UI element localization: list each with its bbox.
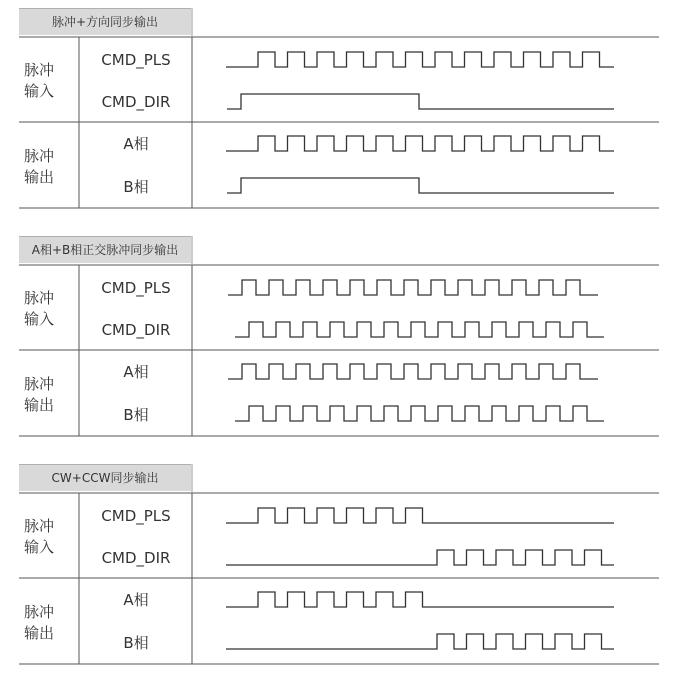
- section-3-b-phase-wave: [226, 634, 614, 649]
- section-2-title: A相+B相正交脉冲同步输出: [31, 243, 179, 257]
- section-2-b-phase-label: B相: [123, 406, 149, 424]
- section-1-cmd-pls-label: CMD_PLS: [101, 51, 171, 69]
- section-1-a-phase-wave: [226, 136, 614, 151]
- section-1-b-phase-label: B相: [123, 178, 149, 196]
- section-1-title: 脉冲+方向同步输出: [51, 15, 159, 29]
- section-1-cmd-dir-label: CMD_DIR: [101, 93, 171, 111]
- section-3-a-phase-wave: [226, 592, 614, 607]
- section-3-cmd-pls-label: CMD_PLS: [101, 507, 171, 525]
- section-3-cmd-pls-wave: [226, 508, 614, 523]
- section-2-a-phase-wave: [228, 364, 598, 379]
- section-3-b-phase-label: B相: [123, 634, 149, 652]
- section-3-a-phase-label: A相: [123, 591, 149, 609]
- section-3-title: CW+CCW同步输出: [51, 471, 159, 485]
- section-1-cmd-pls-wave: [226, 52, 614, 67]
- section-1-b-phase-wave: [227, 178, 614, 193]
- group-label-line: 脉冲 输出: [23, 375, 54, 414]
- section-2-cmd-dir-wave: [235, 322, 604, 337]
- group-label-line: 脉冲 输入: [23, 289, 54, 328]
- group-label-line: 脉冲 输出: [23, 603, 54, 642]
- section-3-cmd-dir-label: CMD_DIR: [101, 549, 171, 567]
- section-3-cmd-dir-wave: [226, 550, 614, 565]
- group-label-line: 脉冲 输出: [23, 147, 54, 186]
- section-1-cmd-dir-wave: [227, 94, 614, 109]
- section-2-cmd-dir-label: CMD_DIR: [101, 321, 171, 339]
- section-2-a-phase-label: A相: [123, 363, 149, 381]
- section-1-a-phase-label: A相: [123, 135, 149, 153]
- section-2-cmd-pls-label: CMD_PLS: [101, 279, 171, 297]
- section-2-b-phase-wave: [235, 406, 604, 421]
- group-label-line: 脉冲 输入: [23, 61, 54, 100]
- section-2-cmd-pls-wave: [228, 280, 598, 295]
- group-label-line: 脉冲 输入: [23, 517, 54, 556]
